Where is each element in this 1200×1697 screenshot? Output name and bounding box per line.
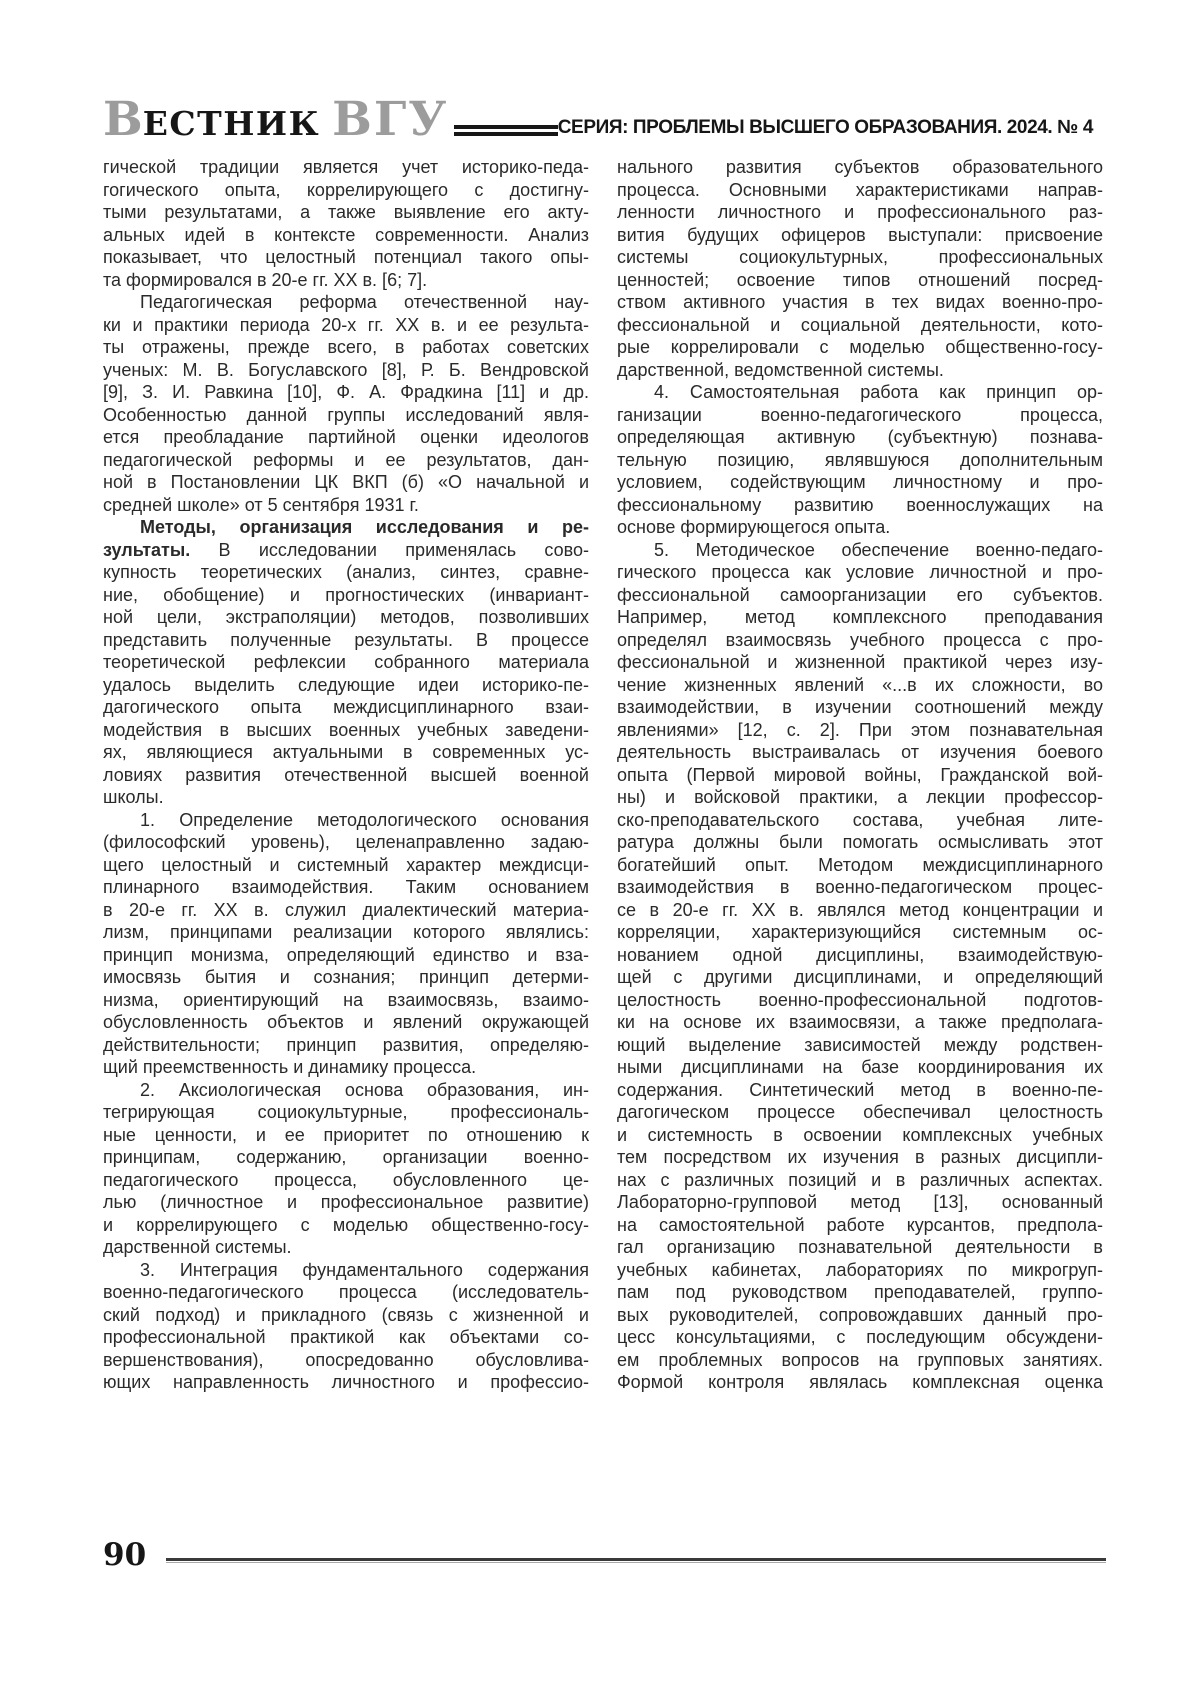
paragraph [103, 1079, 589, 1259]
text-line: ратура должны были помогать осмысливать этот [617, 832, 1103, 852]
text-line: гал организацию познавательной деятельности в [617, 1237, 1103, 1257]
text-line: 3. Интеграция фундаментального содержания [140, 1259, 589, 1280]
text-line: плинарного взаимодействия. Таким основанием [103, 877, 589, 897]
text-line: щей с другими дисциплинами, и определяющий [617, 967, 1103, 987]
text-line: деятельность выстраивалась от изучения боевого [617, 742, 1103, 762]
logo-university-abbreviation: ВГУ [332, 92, 449, 147]
text-line: ством активного участия в тех видах военно-про- [617, 292, 1103, 312]
text-line: лизм, принципами реализации которого являлись: [103, 922, 589, 942]
text-line: принципам, содержанию, организации военно- [103, 1147, 589, 1167]
paragraph [617, 156, 1103, 381]
text-line: 1. Определение методологического основания [140, 809, 589, 830]
text-line: ющий выделение зависимостей между родствен- [617, 1034, 1103, 1055]
text-line: зультаты. В исследовании применялась сово- [103, 539, 589, 560]
text-line: педагогического процесса, обусловленного це- [103, 1169, 589, 1190]
text-line: тегрирующая социокультурные, профессиональ- [103, 1102, 589, 1122]
paragraph [103, 809, 589, 1079]
text-line: содержания. Синтетический метод в военно-пе- [617, 1079, 1103, 1100]
text-line: ными дисциплинами на базе координирования их [617, 1057, 1103, 1077]
text-line: дарственной системы. [103, 1237, 292, 1257]
text-line: ях, являющиеся актуальными в современных ус- [103, 742, 589, 762]
text-line: процесса. Основными характеристиками направ- [617, 179, 1103, 200]
text-line: нального развития субъектов образовательного [617, 157, 1103, 177]
text-line: обусловленность объектов и явлений окружающей [103, 1012, 589, 1032]
text-line: средней школе» от 5 сентября 1931 г. [103, 494, 419, 515]
logo-initial-letter: В [103, 92, 143, 147]
series-title: СЕРИЯ: ПРОБЛЕМЫ ВЫСШЕГО ОБРАЗОВАНИЯ. 2024. № 4 [557, 117, 1093, 138]
paragraph [103, 156, 589, 291]
text-line: ки и практики периода 20-х гг. ХХ в. и ее результа- [103, 314, 589, 335]
text-line: тельную позицию, являвшуюся дополнительным [617, 449, 1103, 470]
text-line: действительности; принцип развития, определяю- [103, 1034, 589, 1055]
paragraph [103, 1259, 589, 1394]
text-line: взаимодействия в военно-педагогическом процес- [617, 877, 1103, 897]
text-line: ется преобладание партийной оценки идеологов [103, 427, 589, 447]
text-line: дагогическом процессе обеспечивал целостность [617, 1102, 1103, 1122]
text-line: основе формирующегося опыта. [617, 517, 891, 537]
text-line: нованием одной дисциплины, взаимодействую- [617, 944, 1103, 965]
text-line: определяющая активную (субъектную) познава- [617, 427, 1103, 447]
text-line: фессиональной и жизненной практикой через изу- [617, 652, 1103, 672]
text-line: фессиональной самоорганизации его субъектов. [617, 584, 1103, 605]
paragraph [103, 516, 589, 809]
text-line: гической традиции является учет историко-педа- [103, 157, 589, 177]
header-double-rule [454, 125, 557, 136]
text-line: ско-преподавательского состава, учебная лите- [617, 809, 1103, 830]
text-line: ем проблемных вопросов на групповых занятиях. [617, 1349, 1103, 1370]
text-line: и коррелирующего с моделью общественно-госу- [103, 1214, 589, 1235]
text-line: показывает, что целостный потенциал такого опы- [103, 247, 589, 267]
page-number: 90 [103, 1537, 147, 1573]
paragraph [617, 539, 1103, 1394]
text-line: щий преемственность и динамику процесса. [103, 1057, 477, 1077]
text-line: в 20-е гг. ХХ в. служил диалектический материа- [103, 899, 589, 920]
text-line: представить полученные результаты. В процессе [103, 629, 589, 650]
text-line: ной в Постановлении ЦК ВКП (б) «О начальной и [103, 472, 589, 492]
text-line: корреляции, характеризующийся системным ос- [617, 922, 1103, 942]
journal-logo [103, 92, 449, 147]
text-line: на самостоятельной работе курсантов, предпола- [617, 1214, 1103, 1235]
text-line: определял взаимосвязь учебного процесса с про- [617, 629, 1103, 650]
text-line: ющих направленность личностного и профессио- [103, 1372, 589, 1392]
text-line: взаимодействии, в изучении соотношений между [617, 697, 1103, 717]
text-line: ты отражены, прежде всего, в работах советских [103, 337, 589, 357]
text-line: принцип монизма, определяющий единство и вза- [103, 944, 589, 965]
text-line: удалось выделить следующие идеи историко-пе- [103, 674, 589, 695]
text-line: педагогической реформы и ее результатов, дан- [103, 449, 589, 470]
text-line: богатейший опыт. Методом междисциплинарного [617, 854, 1103, 875]
text-line: фессиональной и социальной деятельности, кото- [617, 314, 1103, 335]
text-line: ние, обобщение) и прогностических (инвариант- [103, 584, 589, 605]
text-line: школы. [103, 787, 164, 807]
text-line: Лабораторно-групповой метод [13], основанный [617, 1192, 1103, 1212]
text-column-left [103, 156, 589, 1394]
footer-rule [166, 1558, 1106, 1563]
logo-word-rest: ЕСТНИК [142, 104, 321, 143]
text-line: имосвязь бытия и сознания; принцип детерми- [103, 967, 589, 987]
text-line: 5. Методическое обеспечение военно-педаго- [654, 539, 1103, 560]
text-line: альных идей в контексте современности. Анализ [103, 224, 589, 245]
text-line: условием, содействующим личностному и про- [617, 472, 1103, 492]
text-line: и системность в освоении комплексных учебных [617, 1124, 1103, 1145]
text-line: се в 20-е гг. ХХ в. являлся метод концентрации и [617, 899, 1103, 920]
text-line: [9], З. И. Равкина [10], Ф. А. Фрадкина [11] и др. [103, 382, 589, 402]
paragraph [617, 381, 1103, 539]
text-line: системы социокультурных, профессиональных [617, 247, 1103, 267]
text-line: нах с различных позиций и в различных аспектах. [617, 1169, 1103, 1190]
text-line: купность теоретических (анализ, синтез, сравне- [103, 562, 589, 582]
text-line: вития будущих офицеров выступали: присвоение [617, 224, 1103, 245]
text-line: военно-педагогического процесса (исследователь- [103, 1282, 589, 1302]
text-line: ский подход) и прикладного (связь с жизненной и [103, 1304, 589, 1325]
text-line: ки на основе их взаимосвязи, а также предполага- [617, 1012, 1103, 1032]
text-line: 2. Аксиологическая основа образования, ин- [140, 1079, 589, 1100]
text-line: Например, метод комплексного преподавания [617, 607, 1103, 627]
text-line: щего целостный и системный характер междисци- [103, 854, 589, 875]
text-line: ученых: М. В. Богуславского [8], Р. Б. Вендровской [103, 359, 589, 380]
text-line: дарственной, ведомственной системы. [617, 359, 944, 380]
text-line: теоретической рефлексии собранного материала [103, 652, 589, 672]
article-body [103, 156, 1103, 1394]
text-line: ные ценности, и ее приоритет по отношению к [103, 1124, 589, 1145]
text-line: опыта (Первой мировой войны, Гражданской вой- [617, 764, 1103, 785]
text-line: Формой контроля являлась комплексная оценка [617, 1372, 1103, 1392]
text-line: низма, ориентирующий на взаимосвязь, взаимо- [103, 989, 589, 1010]
text-line: ганизации военно-педагогического процесса, [617, 404, 1103, 425]
page-footer [103, 1537, 1106, 1573]
text-line: рые коррелировали с моделью общественно-госу- [617, 337, 1103, 357]
text-line: фессиональному развитию военнослужащих на [617, 494, 1103, 515]
text-line: дагогического опыта междисциплинарного взаи- [103, 697, 589, 717]
text-line: вых руководителей, сопровождавших данный про- [617, 1304, 1103, 1325]
text-line: лью (личностное и профессиональное развитие) [103, 1192, 589, 1212]
text-line: профессиональной практикой как объектами со- [103, 1327, 589, 1347]
text-line: пам под руководством преподавателей, группо- [617, 1282, 1103, 1302]
text-line: модействия в высших военных учебных заведени- [103, 719, 589, 740]
text-column-right [617, 156, 1103, 1394]
text-line: ленности личностного и профессионального раз- [617, 202, 1103, 222]
text-line: Особенностью данной группы исследований явля- [103, 404, 589, 425]
text-line: та формировался в 20-е гг. ХХ в. [6; 7]. [103, 269, 428, 290]
text-line: Педагогическая реформа отечественной нау- [140, 292, 589, 312]
text-line: чение жизненных явлений «...в их сложности, во [617, 674, 1103, 695]
text-line: цесс консультациями, с последующим обсуждени- [617, 1327, 1103, 1347]
text-line: гического процесса как условие личностной и про- [617, 562, 1103, 582]
text-line: ной цели, экстраполяции) методов, позволивших [103, 607, 589, 627]
text-line: вершенствования), опосредованно обусловлива- [103, 1349, 589, 1370]
page-header [103, 92, 1093, 147]
text-line: ловиях развития отечественной высшей военной [103, 764, 589, 785]
text-line: явлениями» [12, с. 2]. При этом познавательная [617, 719, 1103, 740]
text-line: ны) и войсковой практики, а лекции профессор- [617, 787, 1103, 807]
text-line: Методы, организация исследования и ре- [140, 517, 589, 537]
text-line: тыми результатами, а также выявление его акту- [103, 202, 589, 222]
text-line: 4. Самостоятельная работа как принцип ор- [654, 382, 1103, 402]
text-line: ценностей; освоение типов отношений посред- [617, 269, 1103, 290]
text-line: учебных кабинетах, лабораториях по микрогруп- [617, 1259, 1103, 1280]
text-line: (философский уровень), целенаправленно задаю- [103, 832, 589, 852]
paragraph [103, 291, 589, 516]
text-line: тем посредством их изучения в разных дисципли- [617, 1147, 1103, 1167]
text-line: целостность военно-профессиональной подготов- [617, 989, 1103, 1010]
text-line: гогического опыта, коррелирующего с достигну- [103, 179, 589, 200]
